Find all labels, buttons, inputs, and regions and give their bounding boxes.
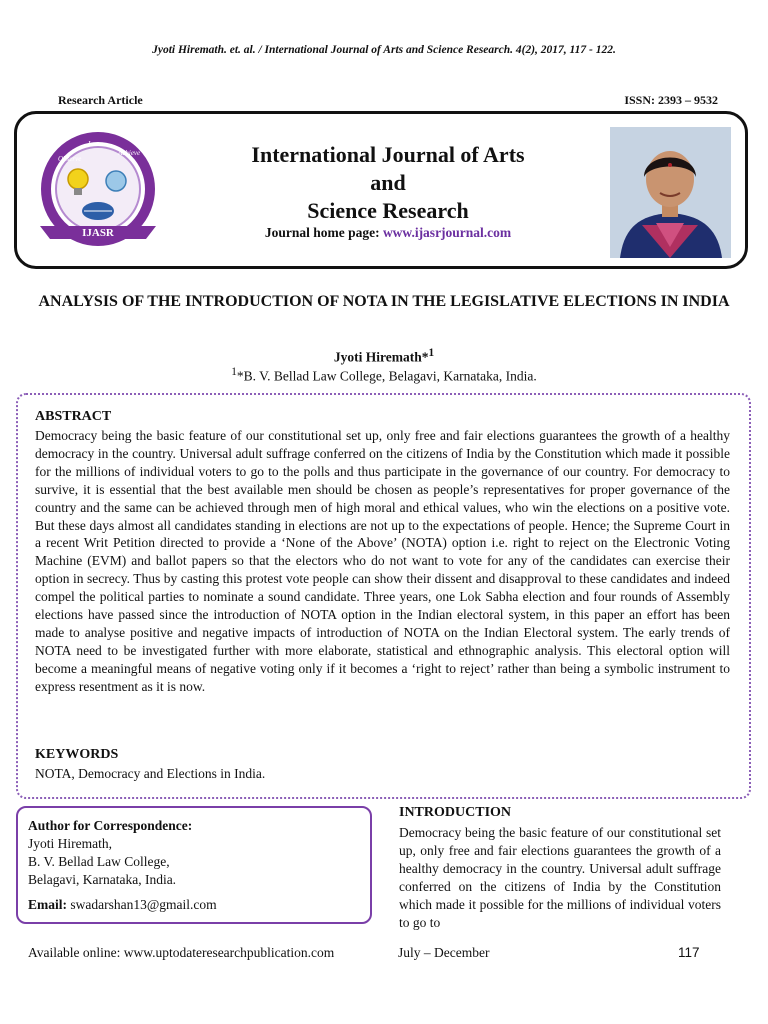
journal-logo [32, 131, 164, 251]
journal-title [200, 141, 576, 225]
page-number: 117 [678, 945, 700, 960]
svg-text:Learn: Learn [88, 140, 105, 148]
author-superscript: 1 [428, 347, 435, 359]
correspondence-institution: B. V. Bellad Law College, [28, 854, 170, 869]
svg-text:IJASR: IJASR [82, 227, 114, 239]
correspondence-heading: Author for Correspondence: [28, 818, 193, 833]
keywords-heading: KEYWORDS [35, 747, 119, 762]
author-name [0, 347, 768, 366]
author-affiliation [0, 366, 768, 385]
journal-homepage [200, 225, 576, 241]
keywords-text: NOTA, Democracy and Elections in India. [35, 766, 266, 781]
introduction-text: Democracy being the basic feature of our constitutional set up, only free and fair elections guarantees the growth of a healthy democracy in the country. Universal adult suffrage conferred on the citizens of India by the Constitution which made it possible for the millions of individual voters to go to [399, 825, 721, 930]
introduction-heading: INTRODUCTION [399, 805, 512, 820]
affiliation-text: *B. V. Bellad Law College, Belagavi, Karnataka, India. [236, 368, 537, 384]
abstract-heading: ABSTRACT [35, 409, 112, 424]
homepage-label: Journal home page: [264, 225, 380, 240]
footer-availability: Available online: www.uptodateresearchpublication.com [28, 945, 335, 960]
author-name-text: Jyoti Hiremath* [333, 349, 429, 365]
footer-period: July – December [398, 945, 490, 960]
email-label: Email: [28, 897, 67, 912]
author-photo [610, 127, 731, 258]
correspondence-email-row [28, 896, 217, 914]
correspondence-name: Jyoti Hiremath, [28, 836, 112, 851]
email-address[interactable]: swadarshan13@gmail.com [70, 897, 217, 912]
svg-text:Observe: Observe [58, 155, 82, 163]
journal-title-line: International Journal of Arts [251, 142, 525, 167]
article-type-label: Research Article [58, 93, 143, 107]
homepage-link[interactable]: www.ijasrjournal.com [382, 225, 512, 240]
affiliation-superscript: 1 [231, 366, 237, 378]
correspondence-location: Belagavi, Karnataka, India. [28, 872, 177, 887]
journal-title-line: and [370, 170, 406, 195]
paper-title: ANALYSIS OF THE INTRODUCTION OF NOTA IN THE LEGISLATIVE ELECTIONS IN INDIA [38, 293, 730, 310]
issn-label: ISSN: 2393 – 9532 [624, 93, 718, 107]
svg-text:Achieve: Achieve [118, 149, 141, 157]
abstract-text: Democracy being the basic feature of our constitutional set up, only free and fair elections guarantees the growth of a healthy democracy in the country. Universal adult suffrage conferred on the citizens of India by the Constitution which made it possible for the millions of individual voters to go to the polls and thus participate in the governance of our country. For democracy to survive, it is essential that the best available men should be chosen as people’s representatives for proper governance of the country and the same can be achieved through men of high moral and ethical values, who win the elections on a positive vote. But these days almost all candidates standing in elections are not up to the expectations of people. Hence; the Supreme Court in a recent Writ Petition directed to provide a ‘None of the Above’ (NOTA) option i.e. right to reject on the Electronic Voting Machine (EVM) and ballot papers so that the electors who do not want to vote for any of the candidates can exercise their option in secrecy. Thus by casting this protest vote people can show their dissent and disapproval to these candidates and indeed compel the political parties to nominate a sound candidate. Three years, one Lok Sabha election and four rounds of Assembly elections have passed since the introduction of NOTA option in the Indian electoral system, in this paper an effort has been made to analyse positive and negative impacts of introduction of NOTA on the Indian Electoral system. The early trends of NOTA need to be investigated further with more elaborate, statistical and ethnographic analysis. This electoral option will become a meaningful means of negative voting only if it becomes a ‘right to reject’ rather than being a symbolic instrument to express resentment as it is now. [35, 428, 730, 694]
journal-citation: Jyoti Hiremath. et. al. / International Journal of Arts and Science Research. 4(2), 2017, 117 - 122. [152, 44, 616, 56]
correspondence-details [28, 817, 217, 914]
journal-title-line: Science Research [307, 198, 469, 223]
